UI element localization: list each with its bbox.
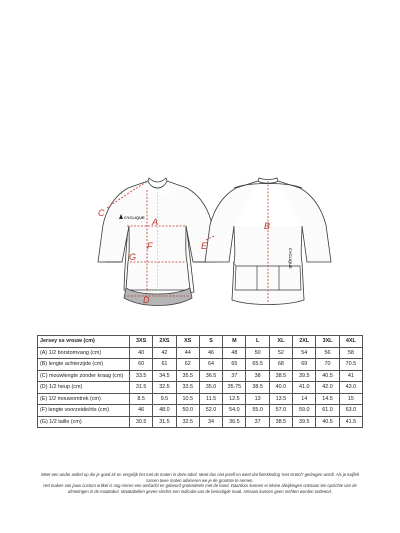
table-cell: 56 [316, 347, 339, 359]
table-cell: 70.5 [339, 359, 362, 371]
table-cell: 46 [130, 405, 153, 417]
table-cell: 52 [269, 347, 292, 359]
brand-logo-text: CYCLIQUE [124, 215, 145, 220]
table-cell: 33.5 [176, 382, 199, 394]
table-cell: 15 [339, 393, 362, 405]
table-cell: 54 [293, 347, 316, 359]
table-cell: 13 [246, 393, 269, 405]
table-row [38, 393, 363, 405]
table-cell: 8.5 [130, 393, 153, 405]
table-cell: 38.5 [269, 370, 292, 382]
row-label: (C) mouwlengte zonder kraag (cm) [38, 370, 130, 382]
row-label: (G) 1/2 taille (cm) [38, 416, 130, 428]
table-cell: 42.0 [316, 382, 339, 394]
table-cell: 39.5 [293, 416, 316, 428]
table-cell: 32.5 [176, 416, 199, 428]
table-row [38, 347, 363, 359]
table-row [38, 359, 363, 371]
size-header: XL [269, 336, 292, 348]
table-cell: 35.75 [223, 382, 246, 394]
size-header: S [199, 336, 222, 348]
table-cell: 59.0 [293, 405, 316, 417]
table-cell: 40.0 [269, 382, 292, 394]
size-header-row [38, 336, 363, 348]
size-header: 2XS [153, 336, 176, 348]
table-cell: 43.0 [339, 382, 362, 394]
row-label: (D) 1/2 heup (cm) [38, 382, 130, 394]
back-brand-text: CYCLIQUE [288, 248, 293, 269]
table-cell: 40.5 [316, 416, 339, 428]
row-label: (F) lengte voorzeide/rits (cm) [38, 405, 130, 417]
size-header: 2XL [293, 336, 316, 348]
table-cell: 30.5 [130, 416, 153, 428]
table-cell: 14.5 [316, 393, 339, 405]
size-header: M [223, 336, 246, 348]
table-cell: 54.0 [223, 405, 246, 417]
table-row [38, 405, 363, 417]
table-cell: 70 [316, 359, 339, 371]
measure-label-b: B [264, 221, 271, 231]
measure-label-e: E [201, 241, 208, 251]
size-header: XS [176, 336, 199, 348]
table-cell: 52.0 [199, 405, 222, 417]
size-header: L [246, 336, 269, 348]
table-cell: 36.5 [223, 416, 246, 428]
table-cell: 10.5 [176, 393, 199, 405]
table-cell: 38.5 [246, 382, 269, 394]
table-cell: 65.5 [246, 359, 269, 371]
row-label: (B) lengte achterzijde (cm) [38, 359, 130, 371]
table-row [38, 370, 363, 382]
size-header: 3XS [130, 336, 153, 348]
table-title: Jersey ss vrouw (cm) [38, 336, 130, 348]
table-cell: 63.0 [339, 405, 362, 417]
table-cell: 38.5 [269, 416, 292, 428]
row-label: (E) 1/2 mouwomtrek (cm) [38, 393, 130, 405]
size-header: 3XL [316, 336, 339, 348]
table-cell: 38 [246, 370, 269, 382]
table-row [38, 382, 363, 394]
table-cell: 39.5 [293, 370, 316, 382]
table-cell: 65 [223, 359, 246, 371]
size-advice-notes [8, 472, 392, 494]
note-line: Meet een ander artikel op die je goed zit en vergelijk het met de maten in deze tabel. Meet dus niet jezelf en weet dat fietskleding ‘met stretch’ gedragen wordt. Als je twijfelt [41, 472, 359, 477]
table-cell: 61 [153, 359, 176, 371]
table-cell: 37 [246, 416, 269, 428]
measure-label-c: C [98, 208, 105, 218]
table-cell: 41 [339, 370, 362, 382]
note-line: afmetingen in de maattabel. Maattabellen geven slechts een indicatie van de benodigde maat. Hieraan kunnen geen rechten worden ontleend. [68, 488, 332, 494]
table-cell: 57.0 [269, 405, 292, 417]
table-cell: 11.5 [199, 393, 222, 405]
table-cell: 40.5 [316, 370, 339, 382]
table-cell: 42 [153, 347, 176, 359]
table-cell: 12.5 [223, 393, 246, 405]
table-cell: 37 [223, 370, 246, 382]
table-row [38, 416, 363, 428]
table-cell: 35.0 [199, 382, 222, 394]
note-line: tussen twee maten adviseren we je de grootste te nemen. [146, 477, 254, 483]
table-cell: 35.5 [176, 370, 199, 382]
table-cell: 50 [246, 347, 269, 359]
table-cell: 48.0 [153, 405, 176, 417]
measure-label-a: A [152, 217, 159, 227]
table-cell: 46 [199, 347, 222, 359]
table-cell: 32.5 [153, 382, 176, 394]
table-cell: 68 [269, 359, 292, 371]
table-cell: 61.0 [316, 405, 339, 417]
table-cell: 31.5 [130, 382, 153, 394]
table-cell: 58 [339, 347, 362, 359]
table-cell: 55.0 [246, 405, 269, 417]
measure-label-f: F [147, 241, 153, 251]
table-cell: 14 [293, 393, 316, 405]
size-table [37, 335, 363, 428]
table-cell: 33.5 [130, 370, 153, 382]
table-cell: 41.0 [293, 382, 316, 394]
table-cell: 41.5 [339, 416, 362, 428]
measure-label-g: G [129, 252, 137, 262]
table-cell: 44 [176, 347, 199, 359]
table-cell: 50.0 [176, 405, 199, 417]
table-cell: 64 [199, 359, 222, 371]
table-cell: 13.5 [269, 393, 292, 405]
front-jersey [98, 178, 217, 306]
table-cell: 60 [130, 359, 153, 371]
table-cell: 62 [176, 359, 199, 371]
table-cell: 40 [130, 347, 153, 359]
table-cell: 48 [223, 347, 246, 359]
table-cell: 9.5 [153, 393, 176, 405]
table-cell: 31.5 [153, 416, 176, 428]
table-cell: 34.5 [153, 370, 176, 382]
size-header: 4XL [339, 336, 362, 348]
row-label: (A) 1/2 borstomvang (cm) [38, 347, 130, 359]
table-cell: 34 [199, 416, 222, 428]
note-line: Het maken van jouw custom artikel is nog immer een ambacht en gebeurd grotendeels met de hand. Daardoor kunnen er kleine afwijkingen ontstaan ten opzichte van de [43, 483, 357, 489]
measure-label-d: D [143, 295, 150, 305]
table-cell: 69 [293, 359, 316, 371]
table-cell: 36.5 [199, 370, 222, 382]
